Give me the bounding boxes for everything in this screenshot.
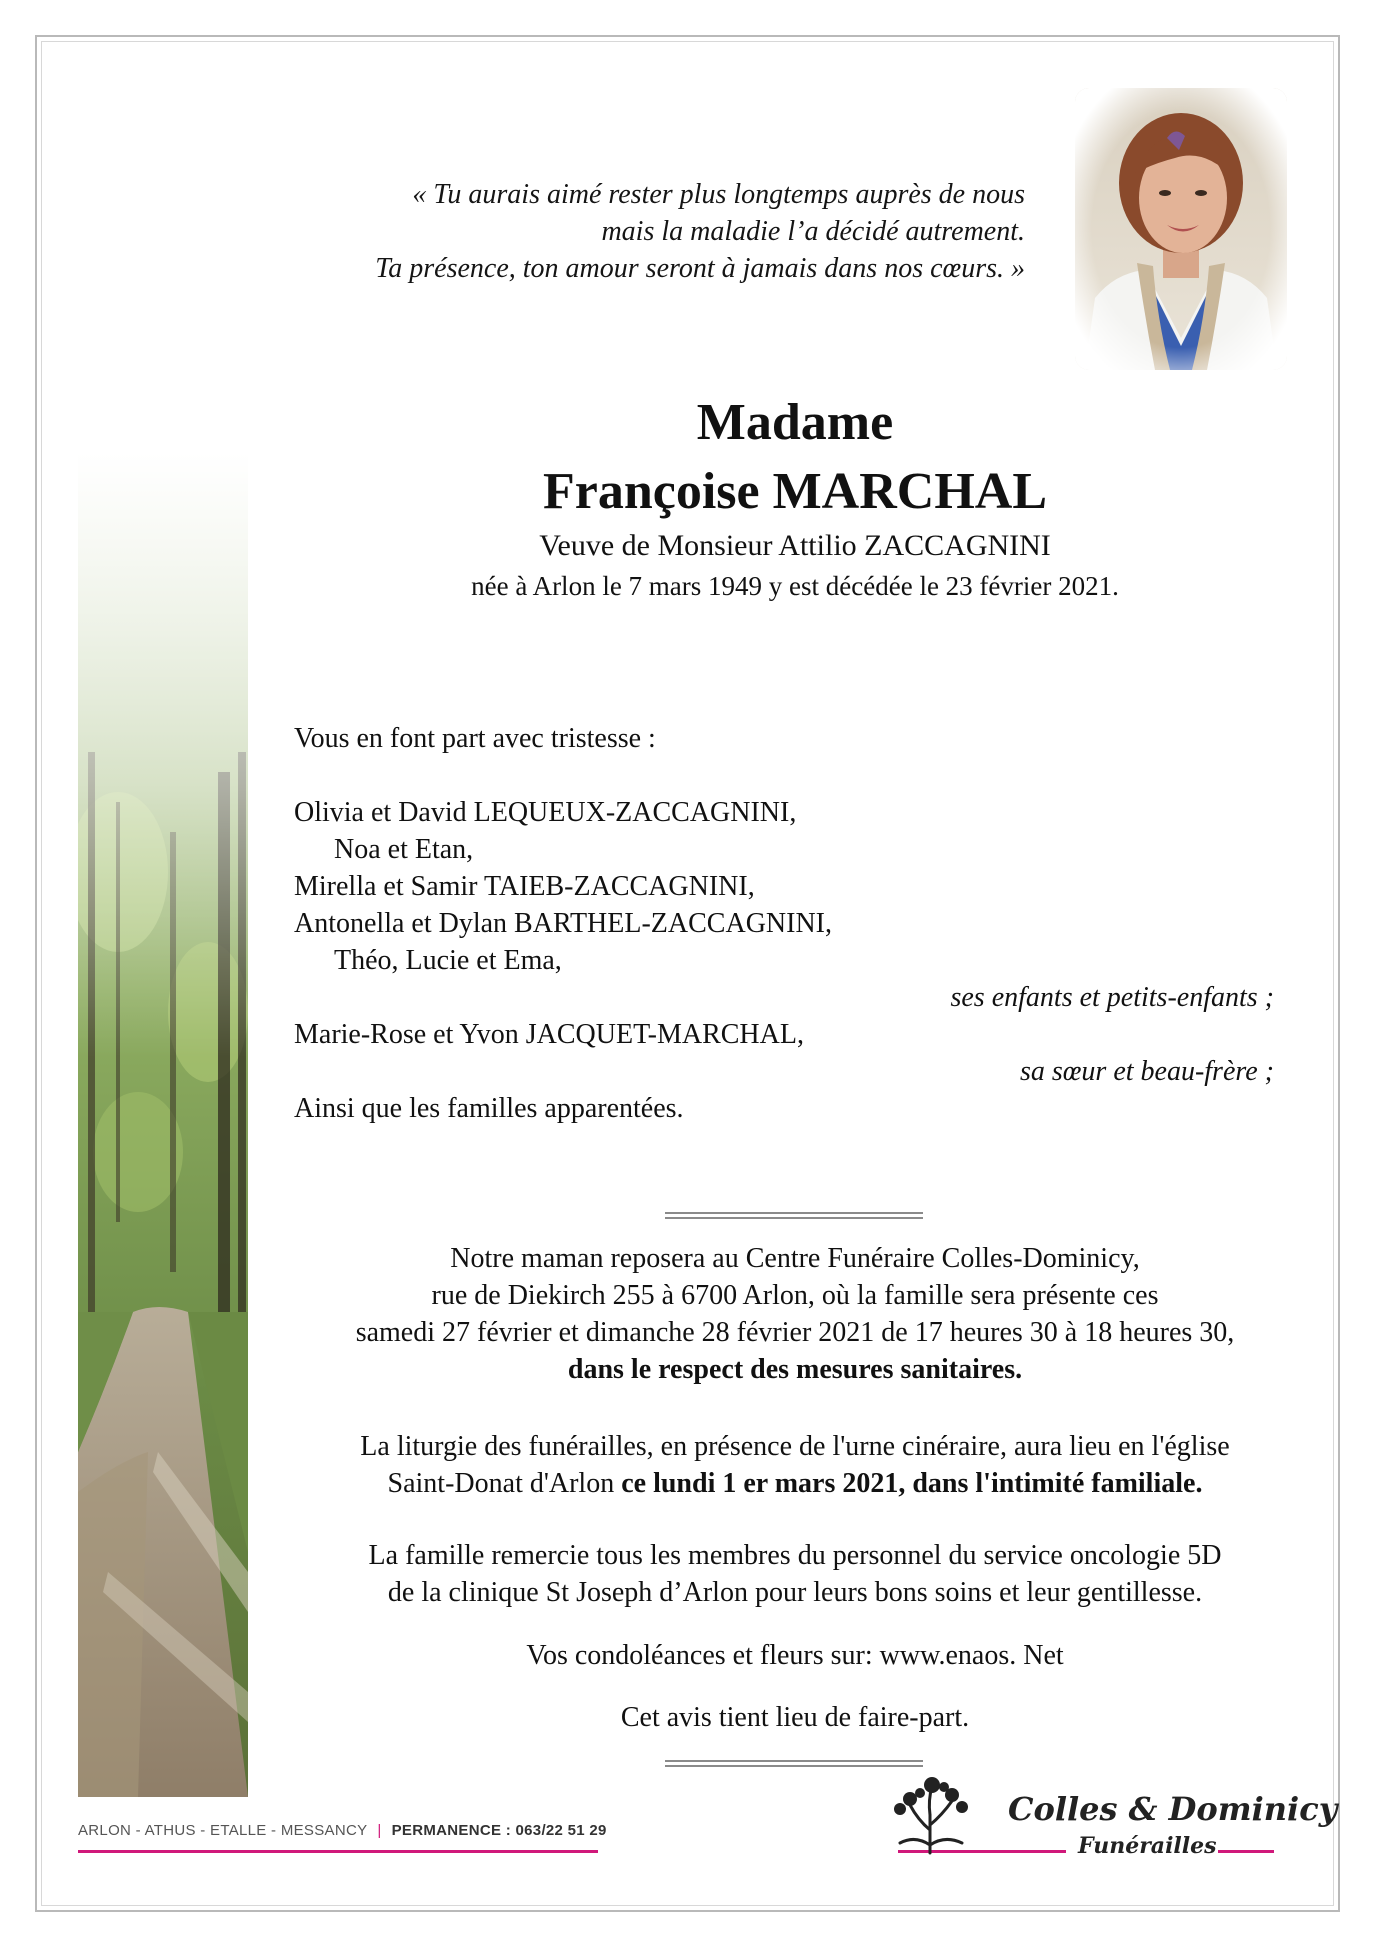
footer-pink-line (78, 1850, 598, 1853)
portrait-photo (1075, 88, 1287, 370)
footer-locations: ARLON - ATHUS - ETALLE - MESSANCY (78, 1822, 368, 1839)
quote-line-1: « Tu aurais aimé rester plus longtemps auprès de nous (412, 179, 1025, 210)
notice-info (250, 1699, 1340, 1736)
liturgy-info (250, 1428, 1340, 1502)
thanks-line-2: de la clinique St Joseph d’Arlon pour leurs bons soins et leur gentillesse. (387, 1577, 1203, 1608)
thanks-line-1: La famille remercie tous les membres du personnel du service oncologie 5D (368, 1540, 1222, 1571)
footer-permanence: PERMANENCE : 063/22 51 29 (391, 1822, 607, 1839)
logo-pink-line-right (1218, 1850, 1274, 1853)
family-announcement (294, 720, 1274, 1127)
condolences-info (250, 1637, 1340, 1674)
family-intro: Vous en font part avec tristesse : (294, 723, 656, 754)
quote-line-3: Ta présence, ton amour seront à jamais dans nos cœurs. » (375, 253, 1025, 284)
sibling-label: sa sœur et beau-frère ; (1019, 1056, 1274, 1087)
repose-sanitary-note: dans le respect des mesures sanitaires. (567, 1354, 1023, 1385)
tree-logo-icon (880, 1775, 980, 1857)
condolences-line: Vos condoléances et fleurs sur: www.enaos. Net (526, 1640, 1064, 1671)
liturgy-date: ce lundi 1 er mars 2021, dans l'intimité familiale. (621, 1468, 1203, 1499)
divider-top (665, 1212, 923, 1219)
forest-path-image (78, 452, 248, 1797)
deceased-name: Françoise MARCHAL (542, 463, 1048, 520)
brand-subtitle: Funérailles (1078, 1833, 1217, 1859)
notice-line: Cet avis tient lieu de faire-part. (620, 1702, 970, 1733)
liturgy-line-1: La liturgie des funérailles, en présence de l'urne cinéraire, aura lieu en l'église (360, 1431, 1230, 1462)
sibling-line: Marie-Rose et Yvon JACQUET-MARCHAL, (294, 1019, 804, 1050)
family-line: Antonella et Dylan BARTHEL-ZACCAGNINI, (294, 908, 833, 939)
repose-info (250, 1240, 1340, 1388)
family-line: Mirella et Samir TAIEB-ZACCAGNINI, (294, 871, 755, 902)
family-line: Théo, Lucie et Ema, (334, 945, 562, 976)
thanks-info (250, 1537, 1340, 1611)
widow-of: Veuve de Monsieur Attilio ZACCAGNINI (539, 529, 1051, 562)
memorial-quote (375, 176, 1025, 287)
birth-death-dates: née à Arlon le 7 mars 1949 y est décédée le 23 février 2021. (471, 571, 1119, 601)
liturgy-line-2 (250, 1465, 1340, 1502)
family-line: Olivia et David LEQUEUX-ZACCAGNINI, (294, 797, 797, 828)
footer-separator: | (377, 1822, 382, 1839)
family-line: Noa et Etan, (334, 834, 474, 865)
children-label: ses enfants et petits-enfants ; (950, 982, 1274, 1013)
liturgy-place: Saint-Donat d'Arlon (387, 1468, 622, 1499)
repose-line-2: rue de Diekirch 255 à 6700 Arlon, où la famille sera présente ces (431, 1280, 1159, 1311)
repose-line-3: samedi 27 février et dimanche 28 février 2021 de 17 heures 30 à 18 heures 30, (355, 1317, 1235, 1348)
salutation: Madame (696, 394, 894, 451)
footer-contact (78, 1822, 607, 1839)
repose-line-1: Notre maman reposera au Centre Funéraire Colles-Dominicy, (450, 1243, 1140, 1274)
divider-bottom (665, 1760, 923, 1767)
brand-name: Colles & Dominicy (1008, 1790, 1338, 1828)
family-closing: Ainsi que les familles apparentées. (294, 1093, 684, 1124)
quote-line-2: mais la maladie l’a décidé autrement. (601, 216, 1025, 247)
